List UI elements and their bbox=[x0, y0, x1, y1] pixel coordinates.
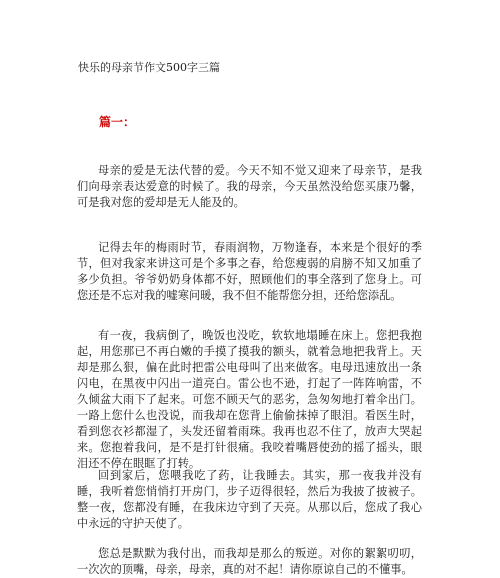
paragraph: 母亲的爱是无法代替的爱。今天不知不觉又迎来了母亲节，是我们向母亲表达爱意的时候了。我的母亲，今天虽然没给您买康乃馨，可是我对您的爱却是无人能及的。 bbox=[77, 164, 422, 209]
paragraph: 您总是默默为我付出，而我却是那么的叛逆。对你的絮絮叨叨，一次次的顶嘴，母亲，母亲，真的对不起！请你原谅自己的不懂事。 bbox=[77, 547, 422, 576]
paragraph: 记得去年的梅雨时节，春雨润物，万物逢春，本来是个很好的季节，但对我家来讲这可是个多事之春，给您瘦弱的肩膀不知又加重了多少负担。爷爷奶奶身体都不好，照顾他们的事全落到了您身上。可您还是不忘对我的嘘寒问暖，我不但不能帮您分担，还给您添乱。 bbox=[77, 241, 422, 302]
section-heading: 篇一： bbox=[99, 115, 136, 129]
paragraph: 回到家后，您喂我吃了药，让我睡去。其实，那一夜我并没有睡，我听着您悄悄打开房门，步子迈得很轻，然后为我披了披被子。整一夜，您都没有睡，在我床边守到了天亮。从那以后，您成了我心中永远的守护天使了。 bbox=[77, 469, 422, 530]
paragraph: 有一夜，我病倒了，晚饭也没吃，软软地塌睡在床上。您把我抱起，用您那已不再白嫩的手摸了摸我的额头，就着急地把我背上。天却是那么狠，偏在此时把雷公电母叫了出来做客。电母迅速放出一条闪电，在黑夜中闪出一道亮白。雷公也不逊，打起了一阵阵响雷，不久倾盆大雨下了起来。可您不顾天气的恶劣，急匆匆地打着伞出门。一路上您什么也没说，而我却在您背上偷偷抹掉了眼泪。看医生时，看到您衣衫都湿了，头发还留着雨珠。我再也忍不住了，放声大哭起来。您抱着我问，是不是打针很痛。我咬着嘴唇使劲的摇了摇头，眼泪还不停在眼眶了打转。 bbox=[77, 329, 422, 470]
document-title: 快乐的母亲节作文500字三篇 bbox=[78, 61, 220, 74]
